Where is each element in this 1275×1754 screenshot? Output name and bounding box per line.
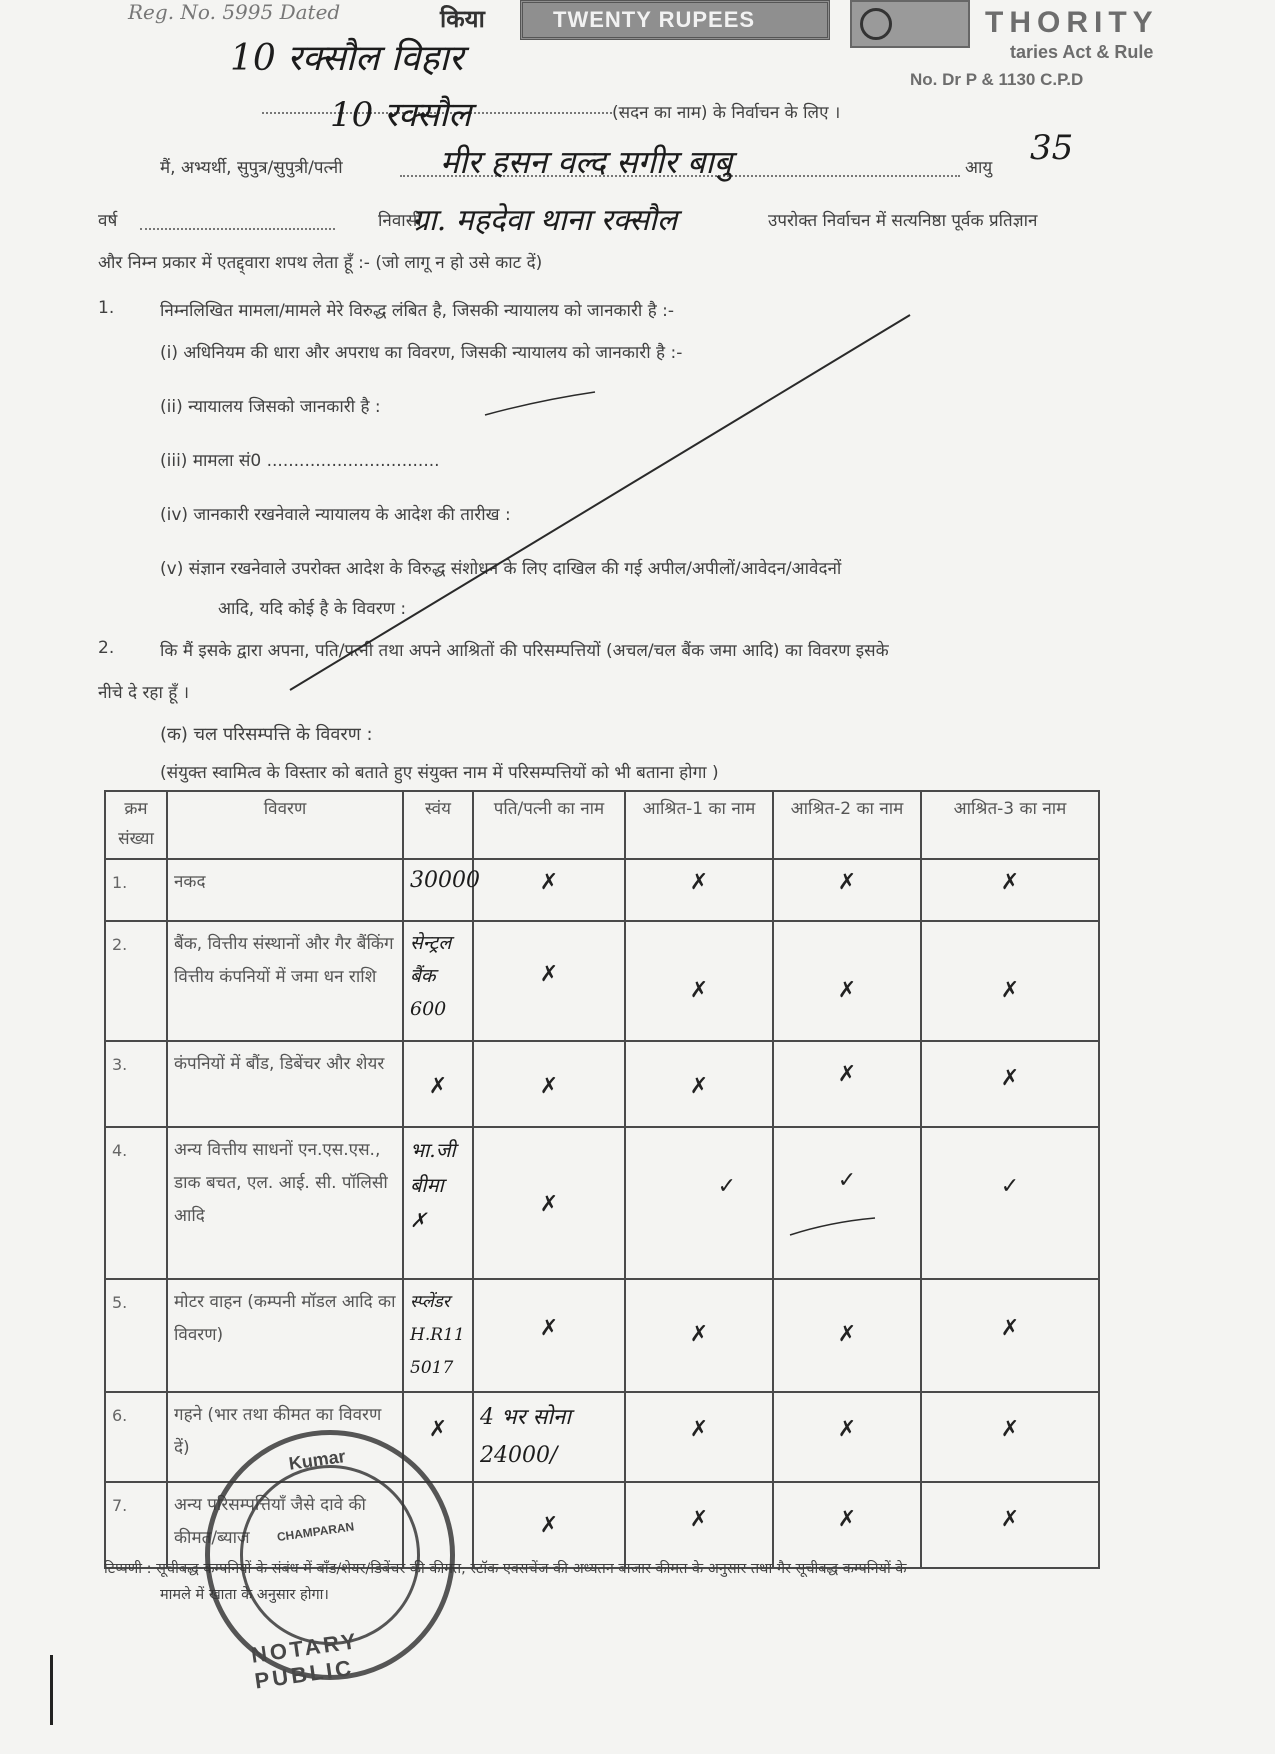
seal-place-text: CHAMPARAN: [276, 1519, 356, 1545]
dependent-1-entry: ✗: [689, 1074, 709, 1099]
row-description: नकद: [167, 859, 403, 921]
self-entry: स्प्लेंडर H.R11 5017: [410, 1292, 465, 1378]
seal-name-text: Kumar: [287, 1445, 347, 1474]
section-2-number: 2.: [98, 638, 115, 658]
election-line: (सदन का नाम) के निर्वाचन के लिए ।: [612, 103, 841, 123]
header-dependent-3: आश्रित-3 का नाम: [921, 791, 1099, 859]
spouse-entry: 4 भर सोना 24000/: [480, 1405, 571, 1468]
section-1-item-v-cont: आदि, यदि कोई है के विवरण :: [218, 599, 407, 619]
constituency-name: 10 रक्सौल: [330, 95, 472, 135]
dependent-2-entry: ✗: [837, 1322, 857, 1347]
header-spouse: पति/पत्नी का नाम: [473, 791, 625, 859]
movable-assets-heading: (क) चल परिसम्पत्ति के विवरण :: [160, 724, 373, 745]
dependent-2-entry: ✗: [837, 1417, 857, 1442]
row-description: बैंक, वित्तीय संस्थानों और गैर बैंकिंग वित्तीय कंपनियों में जमा धन राशि: [167, 921, 403, 1041]
dependent-3-entry: ✗: [1000, 870, 1020, 895]
candidate-name: मीर हसन वल्द सगीर बाबु: [440, 143, 733, 181]
footnote-line-2: मामले में खाता के अनुसार होगा।: [160, 1587, 329, 1603]
dependent-2-entry: ✗: [837, 978, 857, 1003]
dependent-1-entry: ✗: [689, 1507, 709, 1532]
age-label: आयु: [965, 158, 993, 178]
row-number: 5.: [105, 1279, 167, 1392]
table-row: [105, 1127, 1099, 1279]
table-row: [105, 921, 1099, 1041]
table-header-row: [105, 791, 1099, 859]
self-entry: सेन्ट्रल बैंक 600: [410, 932, 452, 1020]
kiya-text: किया: [440, 5, 485, 33]
dependent-1-entry: ✗: [689, 978, 709, 1003]
oath-line-2: और निम्न प्रकार में एतद्द्वारा शपथ लेता हूँ :- (जो लागू न हो उसे काट दें): [98, 253, 543, 273]
handwritten-constituency: 10 रक्सौल विहार: [230, 38, 464, 79]
table-row: [105, 859, 1099, 921]
movable-assets-table: [104, 790, 1100, 1569]
section-2-line-1: कि मैं इसके द्वारा अपना, पति/पत्नी तथा अपने आश्रितों की परिसम्पत्तियों (अचल/चल बैंक जमा आदि) का विवरण इसके: [160, 641, 889, 661]
resident-label: निवासी: [378, 211, 422, 231]
dependent-3-entry: ✗: [1000, 1066, 1020, 1091]
section-1-text: निम्नलिखित मामला/मामले मेरे विरुद्ध लंबित है, जिसकी न्यायालय को जानकारी है :-: [160, 301, 675, 321]
notaries-text: taries Act & Rule: [1010, 42, 1154, 62]
dependent-3-entry: ✗: [1000, 978, 1020, 1003]
dependent-3-entry: ✗: [1000, 1507, 1020, 1532]
header-description: विवरण: [167, 791, 403, 859]
spouse-entry: ✗: [539, 1513, 559, 1538]
oath-line-1: उपरोक्त निर्वाचन में सत्यनिष्ठा पूर्वक प्रतिज्ञान: [768, 211, 1038, 231]
row-description: गहने (भार तथा कीमत का विवरण दें): [167, 1392, 403, 1482]
table-row: [105, 1041, 1099, 1127]
row-number: 2.: [105, 921, 167, 1041]
dependent-3-entry: ✗: [1000, 1316, 1020, 1341]
age-value: 35: [1030, 128, 1074, 168]
joint-ownership-note: (संयुक्त स्वामित्व के विस्तार को बताते हुए संयुक्त नाम में परिसम्पत्तियों को भी बताना होगा ): [160, 763, 719, 783]
spouse-entry: ✗: [539, 1192, 559, 1217]
dependent-2-entry: ✗: [837, 1507, 857, 1532]
row-number: 1.: [105, 859, 167, 921]
dependent-3-entry: ✗: [1000, 1417, 1020, 1442]
row-number: 4.: [105, 1127, 167, 1279]
self-entry: 30000: [410, 868, 480, 893]
year-label: वर्ष: [98, 211, 118, 231]
section-1-item-ii: (ii) न्यायालय जिसको जानकारी है :: [160, 397, 381, 417]
section-1-item-i: (i) अधिनियम की धारा और अपराध का विवरण, जिसकी न्यायालय को जानकारी है :-: [160, 343, 683, 363]
self-entry: ✗: [428, 1074, 448, 1099]
row-description: मोटर वाहन (कम्पनी मॉडल आदि का विवरण): [167, 1279, 403, 1392]
registration-ref: No. Dr P & 1130 C.P.D: [910, 70, 1084, 89]
section-1-item-v: (v) संज्ञान रखनेवाले उपरोक्त आदेश के विरुद्ध संशोधन के लिए दाखिल की गई अपील/अपीलों/आवेदन/आवेदनों: [160, 559, 842, 579]
spouse-entry: ✗: [539, 870, 559, 895]
candidate-label: मैं, अभ्यर्थी, सुपुत्र/सुपुत्री/पत्नी: [160, 158, 343, 178]
section-1-item-iv: (iv) जानकारी रखनेवाले न्यायालय के आदेश की तारीख :: [160, 505, 511, 525]
dependent-1-entry: ✗: [689, 1417, 709, 1442]
section-2-line-2: नीचे दे रहा हूँ ।: [98, 683, 190, 703]
footnote-line-1: टिप्पणी : सूचीबद्ध कम्पनियों के संबंध में बाँड/शेयर/डिबेंचर की कीमत, स्टॉक एक्सचेंज की अध्यतन बाजार कीमत के अनुसार तथा गैर सूचीबद्ध कम्पनियों के: [104, 1561, 907, 1577]
self-entry: ✗: [428, 1417, 448, 1442]
section-1-number: 1.: [98, 298, 115, 318]
row-description: अन्य परिसम्पत्तियाँ जैसे दावे की कीमत/ब्याज: [167, 1482, 403, 1568]
row-number: 7.: [105, 1482, 167, 1568]
self-entry: भा.जी बीमा ✗: [410, 1138, 456, 1232]
spouse-entry: ✗: [539, 1316, 559, 1341]
dependent-1-entry: ✓: [717, 1174, 736, 1199]
section-1-item-iii: (iii) मामला सं0 ................................: [160, 451, 440, 471]
header-self: स्वंय: [403, 791, 473, 859]
registration-number: Reg. No. 5995 Dated: [128, 0, 341, 24]
header-dependent-2: आश्रित-2 का नाम: [773, 791, 921, 859]
header-dependent-1: आश्रित-1 का नाम: [625, 791, 773, 859]
dependent-2-entry: ✗: [837, 870, 857, 895]
seal-bottom-text: NOTARY PUBLIC: [249, 1628, 360, 1694]
dependent-1-entry: ✗: [689, 870, 709, 895]
dependent-1-entry: ✗: [689, 1322, 709, 1347]
spouse-entry: ✗: [539, 962, 559, 987]
dependent-3-entry: ✓: [1000, 1174, 1020, 1199]
authority-text: THORITY: [985, 6, 1159, 39]
row-description: अन्य वित्तीय साधनों एन.एस.एस., डाक बचत, एल. आई. सी. पॉलिसी आदि: [167, 1127, 403, 1279]
stamp-value-text: TWENTY RUPEES: [553, 7, 756, 32]
table-row: [105, 1279, 1099, 1392]
dependent-2-entry: ✓: [837, 1168, 857, 1193]
dependent-2-entry: ✗: [837, 1062, 857, 1087]
margin-mark: [50, 1655, 53, 1725]
header-sr: क्रम संख्या: [105, 791, 167, 859]
row-description: कंपनियों में बौंड, डिबेंचर और शेयर: [167, 1041, 403, 1127]
row-number: 6.: [105, 1392, 167, 1482]
row-number: 3.: [105, 1041, 167, 1127]
address-value: ग्रा. महदेवा थाना रक्सौल: [412, 203, 678, 238]
spouse-entry: ✗: [539, 1074, 559, 1099]
